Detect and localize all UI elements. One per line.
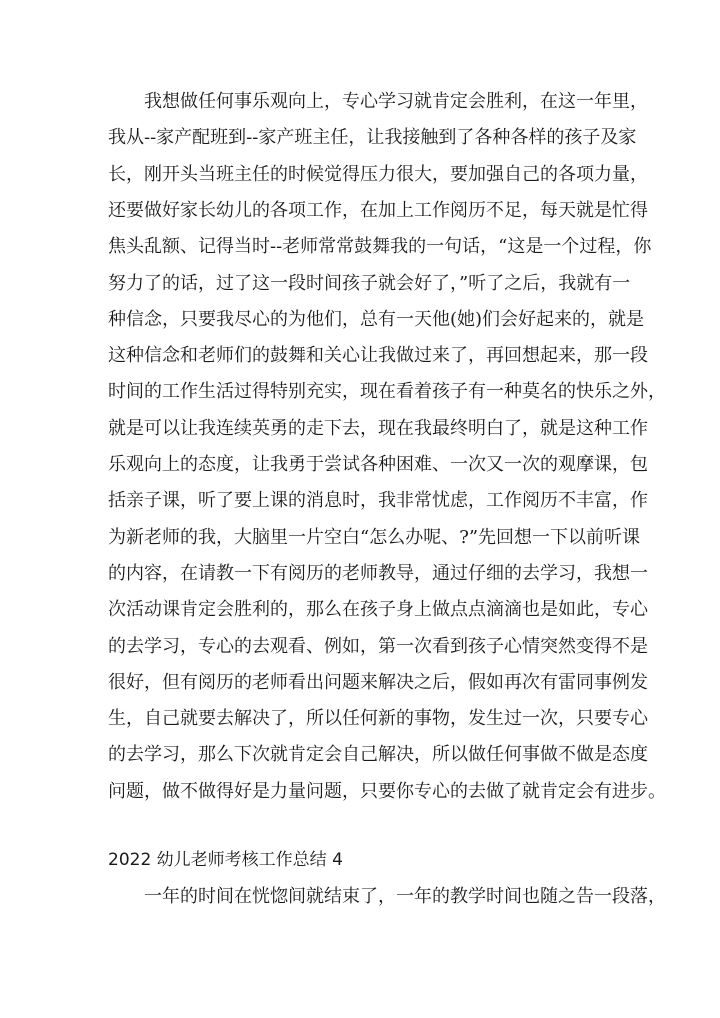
paragraph-1-line: 我想做任何事乐观向上，专心学习就肯定会胜利，在这一年里，	[144, 91, 648, 112]
paragraph-2-line: 一年的时间在恍惚间就结束了，一年的教学时间也随之告一段落，	[144, 886, 666, 907]
paragraph-1-line: 这种信念和老师们的鼓舞和关心让我做过来了，再回想起来，那一段	[108, 345, 648, 366]
paragraph-1-line: 的内容，在请教一下有阅历的老师教导，通过仔细的去学习，我想一	[108, 563, 648, 584]
paragraph-1-line: 次活动课肯定会胜利的，那么在孩子身上做点点滴滴也是如此，专心	[108, 599, 648, 620]
paragraph-1-line: 很好，但有阅历的老师看出问题来解决之后，假如再次有雷同事例发	[108, 672, 648, 693]
paragraph-1-line: 种信念，只要我尽心的为他们，总有一天他(她)们会好起来的，就是	[108, 309, 645, 330]
paragraph-1-line: 就是可以让我连续英勇的走下去，现在我最终明白了，就是这种工作	[108, 418, 648, 439]
paragraph-1-line: 括亲子课，听了要上课的消息时，我非常忧虑，工作阅历不丰富，作	[108, 490, 648, 511]
paragraph-1-line: 为新老师的我，大脑里一片空白“怎么办呢、?”先回想一下以前听课	[108, 527, 641, 548]
paragraph-1-line: 努力了的话，过了这一段时间孩子就会好了，”听了之后，我就有一	[108, 273, 631, 294]
paragraph-1-line: 的去学习，专心的去观看、例如，第一次看到孩子心情突然变得不是	[108, 636, 648, 657]
paragraph-1-line: 长，刚开头当班主任的时候觉得压力很大，要加强自己的各项力量，	[108, 164, 648, 185]
paragraph-1-line: 还要做好家长幼儿的各项工作，在加上工作阅历不足，每天就是忙得	[108, 200, 648, 221]
paragraph-1-line: 的去学习，那么下次就肯定会自己解决，所以做任何事做不做是态度	[108, 744, 648, 765]
paragraph-1-line: 焦头乱额、记得当时--老师常常鼓舞我的一句话，“这是一个过程，你	[108, 236, 652, 257]
paragraph-1-line: 生，自己就要去解决了，所以任何新的事物，发生过一次，只要专心	[108, 708, 648, 729]
paragraph-1-line: 时间的工作生活过得特别充实，现在看着孩子有一种莫名的快乐之外，	[108, 381, 666, 402]
paragraph-1-line: 我从--家产配班到--家产班主任，让我接触到了各种各样的孩子及家	[108, 127, 637, 148]
paragraph-1-line: 乐观向上的态度，让我勇于尝试各种困难、一次又一次的观摩课，包	[108, 454, 648, 475]
section-heading: 2022 幼儿老师考核工作总结 4	[108, 850, 343, 870]
paragraph-1-line: 问题，做不做得好是力量问题，只要你专心的去做了就肯定会有进步。	[108, 781, 666, 802]
